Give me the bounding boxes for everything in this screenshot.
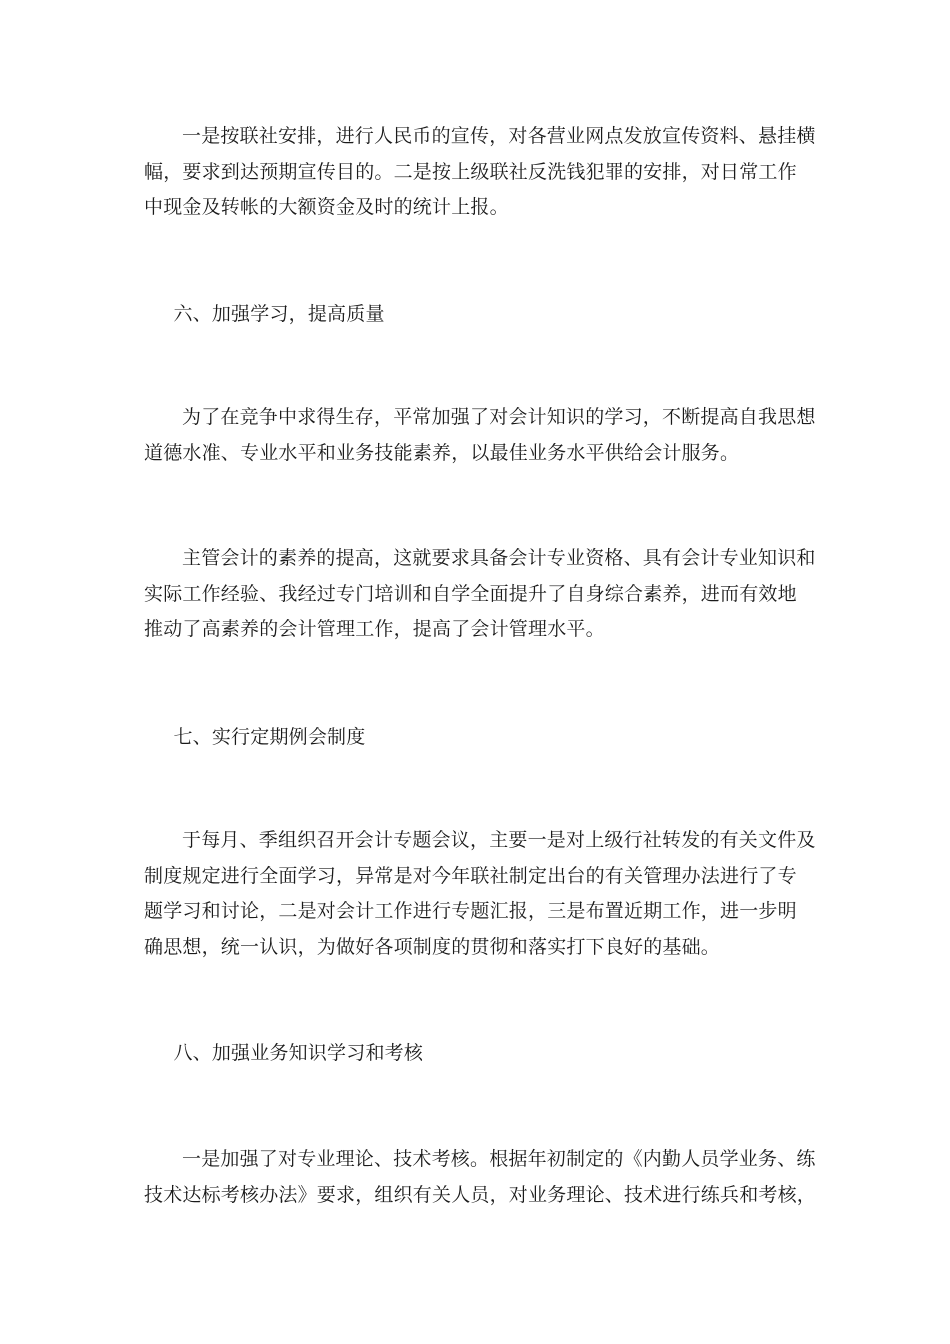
paragraph-line: 主管会计的素养的提高，这就要求具备会计专业资格、具有会计专业知识和 (182, 547, 816, 569)
paragraph-line: 为了在竞争中求得生存，平常加强了对会计知识的学习，不断提高自我思想 (182, 406, 816, 428)
paragraph-line: 一是按联社安排，进行人民币的宣传，对各营业网点发放宣传资料、悬挂横 (182, 125, 816, 147)
paragraph-line: 幅，要求到达预期宣传目的。二是按上级联社反洗钱犯罪的安排，对日常工作 (144, 160, 797, 183)
section-heading-6: 六、加强学习，提高质量 (173, 303, 385, 325)
paragraph-line: 于每月、季组织召开会计专题会议，主要一是对上级行社转发的有关文件及 (182, 829, 816, 851)
paragraph-line: 确思想，统一认识，为做好各项制度的贯彻和落实打下良好的基础。 (144, 935, 721, 958)
section-heading-7: 七、实行定期例会制度 (173, 726, 366, 748)
paragraph-publicity (144, 119, 816, 226)
paragraph-study (144, 400, 816, 471)
paragraph-meetings (144, 823, 816, 965)
paragraph-line: 题学习和讨论，二是对会计工作进行专题汇报，三是布置近期工作，进一步明 (144, 900, 797, 922)
paragraph-line: 一是加强了对专业理论、技术考核。根据年初制定的《内勤人员学业务、练 (182, 1148, 816, 1170)
paragraph-line: 制度规定进行全面学习，异常是对今年联社制定出台的有关管理办法进行了专 (144, 864, 797, 887)
paragraph-line: 道德水准、专业水平和业务技能素养，以最佳业务水平供给会计服务。 (144, 441, 740, 464)
paragraph-accountant-quality (144, 541, 816, 648)
paragraph-line: 实际工作经验、我经过专门培训和自学全面提升了自身综合素养，进而有效地 (144, 582, 797, 605)
paragraph-line: 中现金及转帐的大额资金及时的统计上报。 (144, 196, 509, 218)
paragraph-line: 技术达标考核办法》要求，组织有关人员，对业务理论、技术进行练兵和考核， (144, 1183, 817, 1206)
section-heading-8: 八、加强业务知识学习和考核 (173, 1042, 424, 1064)
paragraph-assessment (144, 1142, 817, 1213)
paragraph-line: 推动了高素养的会计管理工作，提高了会计管理水平。 (144, 618, 605, 640)
